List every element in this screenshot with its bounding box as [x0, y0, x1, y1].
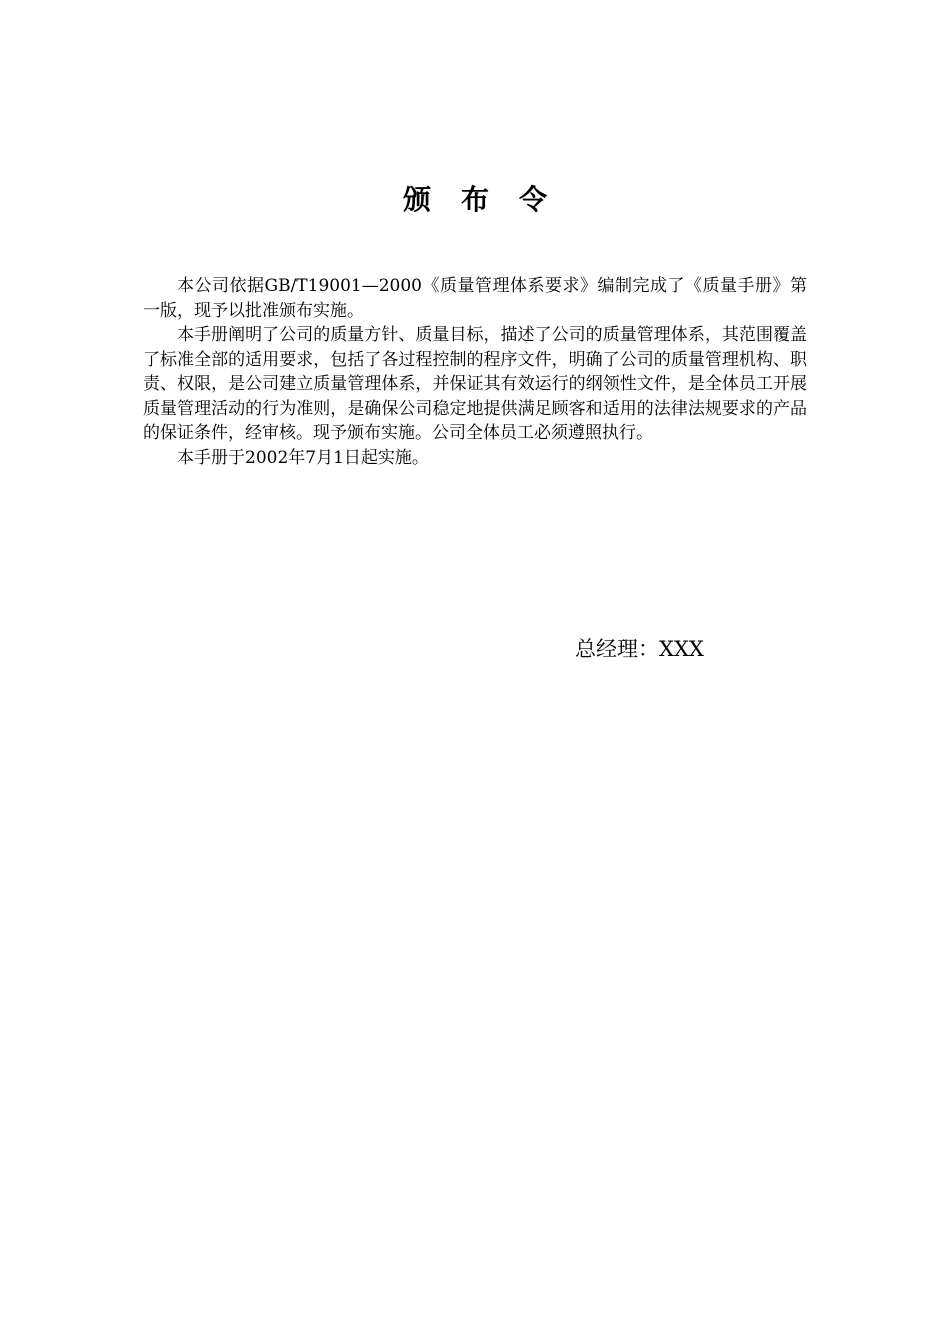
paragraph-effective-date: 本手册于2002年7月1日起实施。 — [177, 447, 429, 468]
document-title: 颁布令 — [402, 183, 577, 216]
paragraph-approval: 本公司依据GB/T19001—2000《质量管理体系要求》编制完成了《质量手册》第一版，现予以批准颁布实施。 — [143, 276, 807, 321]
document-body — [143, 274, 807, 470]
general-manager-signature: 总经理：XXX — [575, 637, 704, 661]
paragraph-scope: 本手册阐明了公司的质量方针、质量目标，描述了公司的质量管理体系，其范围覆盖了标准全部的适用要求，包括了各过程控制的程序文件，明确了公司的质量管理机构、职责、权限，是公司建立质量管理体系，并保证其有效运行的纲领性文件，是全体员工开展质量管理活动的行为准则，是确保公司稳定地提供满足顾客和适用的法律法规要求的产品的保证条件，经审核。现予颁布实施。公司全体员工必须遵照执行。 — [143, 325, 807, 443]
